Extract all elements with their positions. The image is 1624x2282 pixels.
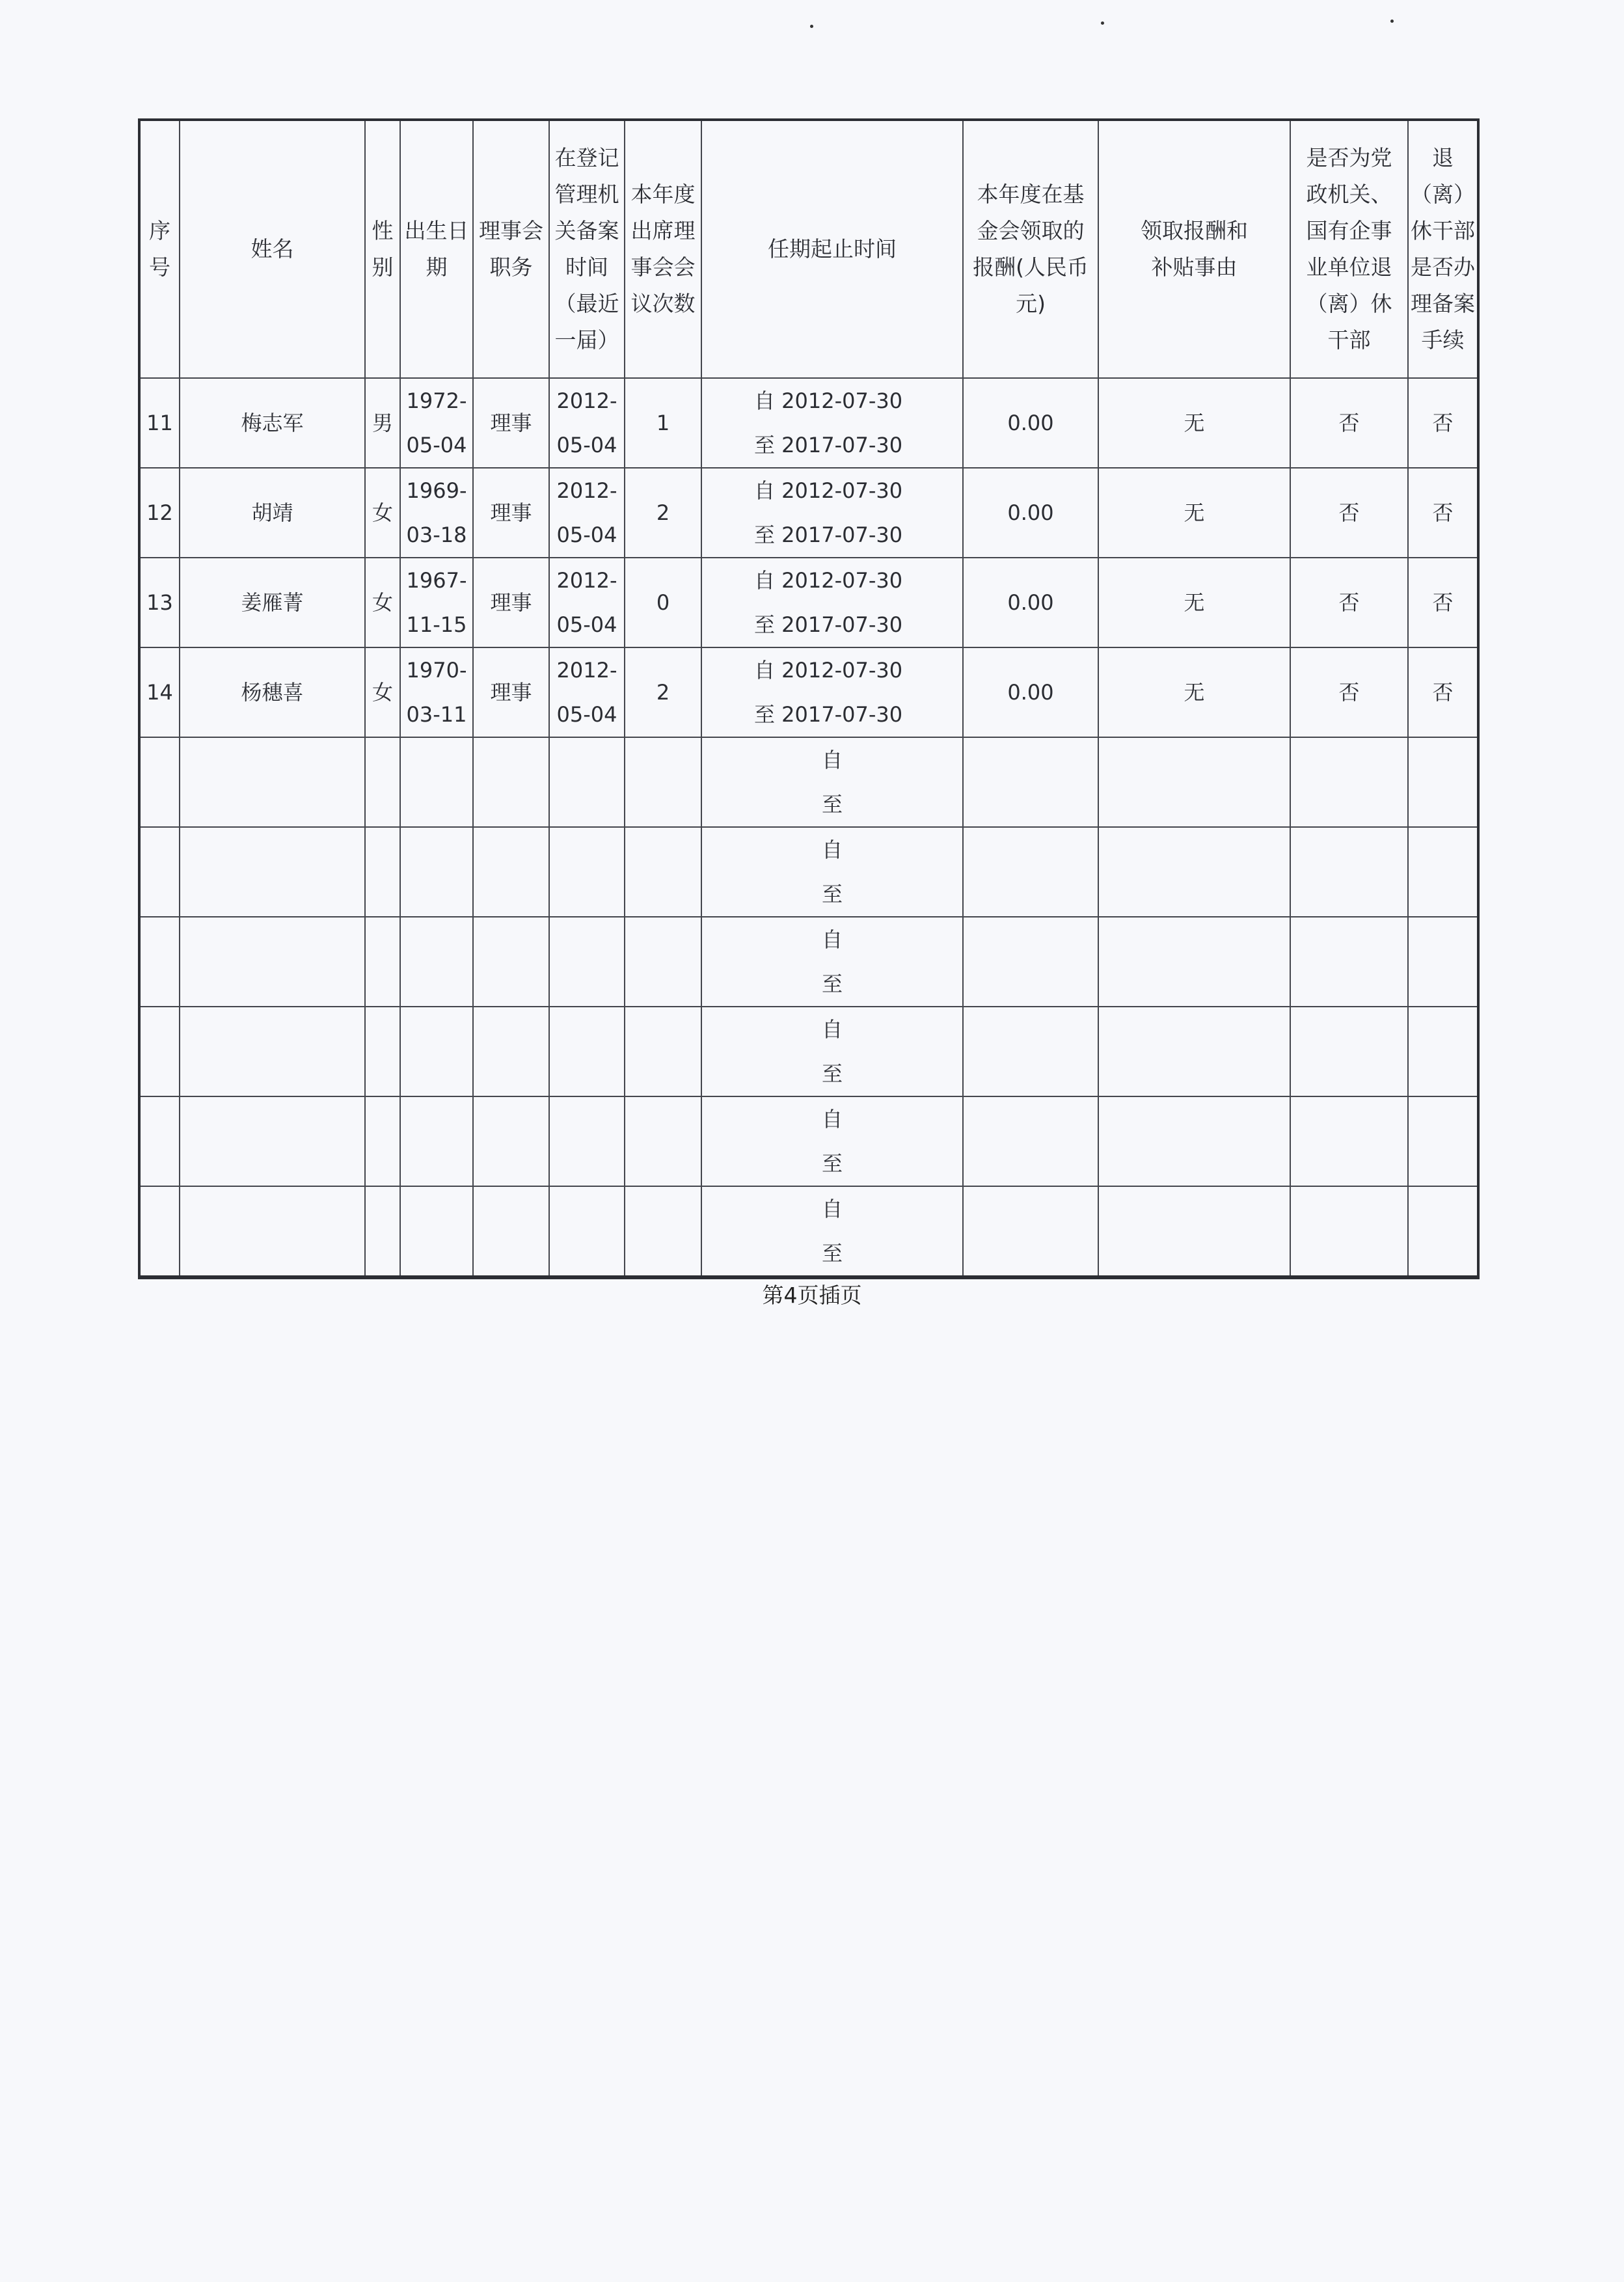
cell-term: 自 至 [701,827,963,917]
cell-term: 自 至 [701,737,963,827]
blank-table-row [139,737,1478,827]
scan-speck [1101,21,1104,25]
page-footer-label: 第4页插页 [762,1283,862,1308]
header-attendance: 本年度 出席理 事会会 议次数 [625,120,701,378]
cell-empty [1290,827,1408,917]
cell-empty [473,1007,549,1096]
cell-empty [400,917,473,1007]
cell-position: 理事 [473,647,549,737]
cell-empty [625,1186,701,1277]
cell-empty [549,1186,625,1277]
cell-empty [365,917,400,1007]
cell-attendance: 0 [625,558,701,647]
cell-reason: 无 [1098,468,1290,558]
cell-empty [400,1186,473,1277]
blank-table-row [139,917,1478,1007]
cell-term: 自 2012-07-30 至 2017-07-30 [701,558,963,647]
cell-term: 自 至 [701,1186,963,1277]
cell-attendance: 2 [625,468,701,558]
cell-empty [473,827,549,917]
cell-filing-procedure: 否 [1408,647,1478,737]
cell-reason: 无 [1098,558,1290,647]
cell-attendance: 2 [625,647,701,737]
cell-birth-date: 1967- 11-15 [400,558,473,647]
cell-retired-official: 否 [1290,647,1408,737]
cell-retired-official: 否 [1290,468,1408,558]
cell-empty [139,1096,180,1186]
cell-retired-official: 否 [1290,558,1408,647]
cell-filing-time: 2012- 05-04 [549,468,625,558]
cell-term: 自 2012-07-30 至 2017-07-30 [701,378,963,468]
cell-gender: 女 [365,468,400,558]
blank-table-row [139,1096,1478,1186]
cell-name: 胡靖 [180,468,365,558]
cell-empty [963,917,1098,1007]
board-members-table [138,118,1480,1279]
cell-empty [180,917,365,1007]
header-birth-date: 出生日 期 [400,120,473,378]
cell-seq: 14 [139,647,180,737]
cell-term: 自 至 [701,917,963,1007]
cell-empty [1408,1096,1478,1186]
cell-empty [1098,917,1290,1007]
cell-gender: 女 [365,558,400,647]
cell-empty [1098,827,1290,917]
cell-term: 自 至 [701,1007,963,1096]
cell-empty [1098,737,1290,827]
cell-empty [473,1186,549,1277]
cell-empty [400,1096,473,1186]
cell-empty [180,1186,365,1277]
cell-empty [625,917,701,1007]
cell-empty [963,1186,1098,1277]
cell-empty [1098,1007,1290,1096]
cell-position: 理事 [473,468,549,558]
cell-empty [180,1007,365,1096]
cell-empty [1290,1096,1408,1186]
scan-speck [1390,20,1394,23]
cell-empty [139,1186,180,1277]
cell-empty [625,1007,701,1096]
cell-empty [139,737,180,827]
header-remuneration: 本年度在基 金会领取的 报酬(人民币 元) [963,120,1098,378]
header-term: 任期起止时间 [701,120,963,378]
cell-empty [365,1186,400,1277]
cell-empty [365,737,400,827]
cell-empty [1290,737,1408,827]
cell-empty [180,1096,365,1186]
cell-retired-official: 否 [1290,378,1408,468]
cell-empty [549,1007,625,1096]
cell-empty [1408,737,1478,827]
cell-empty [365,827,400,917]
table-row [139,558,1478,647]
cell-empty [625,1096,701,1186]
header-reason: 领取报酬和 补贴事由 [1098,120,1290,378]
cell-empty [473,737,549,827]
scan-speck [810,25,813,28]
cell-term: 自 2012-07-30 至 2017-07-30 [701,647,963,737]
cell-name: 杨穗喜 [180,647,365,737]
cell-empty [625,827,701,917]
cell-empty [139,1007,180,1096]
cell-empty [1290,1186,1408,1277]
header-filing-time: 在登记 管理机 关备案 时间 （最近 一届） [549,120,625,378]
cell-birth-date: 1969- 03-18 [400,468,473,558]
cell-empty [1290,917,1408,1007]
cell-empty [400,827,473,917]
cell-seq: 13 [139,558,180,647]
cell-remuneration: 0.00 [963,378,1098,468]
cell-empty [963,737,1098,827]
cell-filing-procedure: 否 [1408,468,1478,558]
table-header-row [139,120,1478,378]
table-row [139,378,1478,468]
cell-empty [180,737,365,827]
cell-birth-date: 1970- 03-11 [400,647,473,737]
cell-filing-time: 2012- 05-04 [549,647,625,737]
cell-empty [400,737,473,827]
header-retired-official: 是否为党 政机关、 国有企事 业单位退 （离）休 干部 [1290,120,1408,378]
cell-position: 理事 [473,378,549,468]
cell-empty [139,827,180,917]
cell-name: 姜雁菁 [180,558,365,647]
cell-empty [400,1007,473,1096]
cell-empty [549,827,625,917]
cell-empty [963,1096,1098,1186]
cell-empty [365,1096,400,1186]
cell-empty [1290,1007,1408,1096]
cell-remuneration: 0.00 [963,468,1098,558]
header-seq: 序 号 [139,120,180,378]
header-position: 理事会 职务 [473,120,549,378]
header-gender: 性 别 [365,120,400,378]
cell-filing-time: 2012- 05-04 [549,378,625,468]
cell-name: 梅志军 [180,378,365,468]
table-row [139,647,1478,737]
cell-reason: 无 [1098,378,1290,468]
header-name: 姓名 [180,120,365,378]
cell-empty [139,917,180,1007]
blank-table-row [139,1186,1478,1277]
cell-term: 自 2012-07-30 至 2017-07-30 [701,468,963,558]
cell-empty [1408,1186,1478,1277]
cell-empty [1098,1186,1290,1277]
cell-empty [180,827,365,917]
cell-empty [963,827,1098,917]
header-filing-procedure: 退 （离） 休干部 是否办 理备案 手续 [1408,120,1478,378]
blank-table-row [139,827,1478,917]
cell-gender: 男 [365,378,400,468]
cell-term: 自 至 [701,1096,963,1186]
cell-filing-time: 2012- 05-04 [549,558,625,647]
cell-empty [1408,1007,1478,1096]
cell-empty [1408,827,1478,917]
cell-empty [963,1007,1098,1096]
cell-empty [365,1007,400,1096]
cell-seq: 11 [139,378,180,468]
cell-empty [473,1096,549,1186]
cell-seq: 12 [139,468,180,558]
blank-table-row [139,1007,1478,1096]
cell-position: 理事 [473,558,549,647]
cell-birth-date: 1972- 05-04 [400,378,473,468]
cell-empty [473,917,549,1007]
cell-empty [1098,1096,1290,1186]
cell-remuneration: 0.00 [963,558,1098,647]
cell-empty [549,737,625,827]
table-row [139,468,1478,558]
cell-remuneration: 0.00 [963,647,1098,737]
cell-gender: 女 [365,647,400,737]
cell-filing-procedure: 否 [1408,558,1478,647]
cell-reason: 无 [1098,647,1290,737]
cell-empty [625,737,701,827]
cell-empty [1408,917,1478,1007]
cell-filing-procedure: 否 [1408,378,1478,468]
cell-attendance: 1 [625,378,701,468]
cell-empty [549,917,625,1007]
cell-empty [549,1096,625,1186]
